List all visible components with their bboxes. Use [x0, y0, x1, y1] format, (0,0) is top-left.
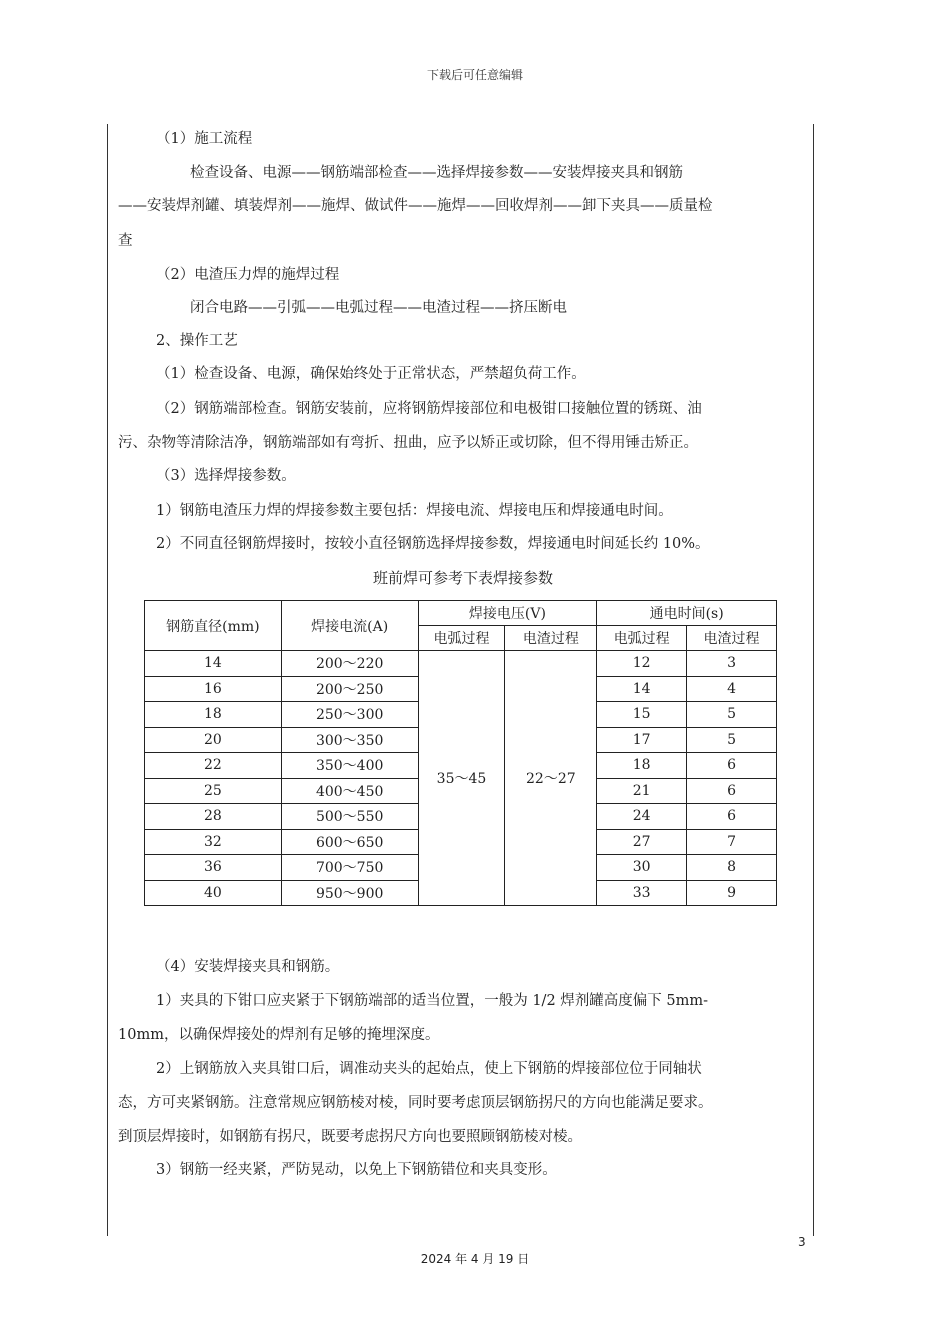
cell-time-arc: 14 — [597, 676, 687, 702]
cell-diameter: 25 — [145, 778, 282, 804]
paragraph: 2）不同直径钢筋焊接时，按较小直径钢筋选择焊接参数，焊接通电时间延长约 10%。 — [156, 536, 710, 552]
cell-time-arc: 24 — [597, 804, 687, 830]
cell-time-arc: 30 — [597, 855, 687, 881]
cell-current: 300～350 — [281, 727, 418, 753]
cell-time-slag: 6 — [687, 753, 777, 779]
table-row — [145, 651, 777, 677]
cell-current: 400～450 — [281, 778, 418, 804]
cell-voltage-arc: 35～45 — [418, 651, 505, 906]
paragraph: 2）上钢筋放入夹具钳口后，调准动夹头的起始点，使上下钢筋的焊接部位位于同轴状 — [156, 1061, 702, 1077]
cell-diameter: 32 — [145, 829, 282, 855]
cell-diameter: 16 — [145, 676, 282, 702]
cell-diameter: 18 — [145, 702, 282, 728]
cell-time-arc: 12 — [597, 651, 687, 677]
header-diameter: 钢筋直径(mm) — [145, 601, 282, 651]
frame-right-border — [813, 124, 814, 1236]
paragraph: （2）电渣压力焊的施焊过程 — [156, 267, 340, 283]
paragraph: 检查设备、电源——钢筋端部检查——选择焊接参数——安装焊接夹具和钢筋 — [190, 165, 683, 181]
paragraph: 态，方可夹紧钢筋。注意常规应钢筋棱对棱，同时要考虑顶层钢筋拐尺的方向也能满足要求。 — [118, 1095, 713, 1111]
cell-current: 200～220 — [281, 651, 418, 677]
cell-time-arc: 21 — [597, 778, 687, 804]
paragraph: 1）夹具的下钳口应夹紧于下钢筋端部的适当位置，一般为 1/2 焊剂罐高度偏下 5mm- — [156, 993, 709, 1009]
cell-voltage-slag: 22～27 — [505, 651, 597, 906]
cell-time-arc: 17 — [597, 727, 687, 753]
cell-diameter: 20 — [145, 727, 282, 753]
cell-time-slag: 6 — [687, 804, 777, 830]
cell-time-arc: 27 — [597, 829, 687, 855]
paragraph: （4）安装焊接夹具和钢筋。 — [156, 959, 340, 975]
cell-current: 700～750 — [281, 855, 418, 881]
cell-time-slag: 9 — [687, 880, 777, 906]
paragraph: 2、操作工艺 — [156, 333, 238, 349]
paragraph: 1）钢筋电渣压力焊的焊接参数主要包括：焊接电流、焊接电压和焊接通电时间。 — [156, 503, 673, 519]
cell-time-slag: 8 — [687, 855, 777, 881]
paragraph: （1）施工流程 — [156, 131, 253, 147]
paragraph: 闭合电路——引弧——电弧过程——电渣过程——挤压断电 — [190, 300, 567, 316]
header-time-arc: 电弧过程 — [597, 626, 687, 651]
header-voltage: 焊接电压(V) — [418, 601, 597, 626]
paragraph: 3）钢筋一经夹紧，严防晃动，以免上下钢筋错位和夹具变形。 — [156, 1162, 557, 1178]
paragraph: （3）选择焊接参数。 — [156, 468, 296, 484]
cell-time-slag: 5 — [687, 702, 777, 728]
cell-current: 350～400 — [281, 753, 418, 779]
cell-current: 250～300 — [281, 702, 418, 728]
paragraph: （2）钢筋端部检查。钢筋安装前，应将钢筋焊接部位和电极钳口接触位置的锈斑、油 — [156, 401, 702, 417]
paragraph: 10mm，以确保焊接处的焊剂有足够的掩埋深度。 — [118, 1027, 440, 1043]
cell-current: 600～650 — [281, 829, 418, 855]
cell-diameter: 40 — [145, 880, 282, 906]
header-voltage-arc: 电弧过程 — [418, 626, 505, 651]
cell-diameter: 22 — [145, 753, 282, 779]
cell-diameter: 14 — [145, 651, 282, 677]
header-time-slag: 电渣过程 — [687, 626, 777, 651]
table-caption: 班前焊可参考下表焊接参数 — [372, 569, 553, 587]
cell-diameter: 28 — [145, 804, 282, 830]
header-time: 通电时间(s) — [597, 601, 777, 626]
table-header-row — [145, 601, 777, 626]
cell-time-arc: 15 — [597, 702, 687, 728]
cell-time-slag: 3 — [687, 651, 777, 677]
page-number: 3 — [798, 1235, 806, 1249]
cell-current: 950～900 — [281, 880, 418, 906]
paragraph: （1）检查设备、电源，确保始终处于正常状态，严禁超负荷工作。 — [156, 366, 586, 382]
header-current: 焊接电流(A) — [281, 601, 418, 651]
header-note: 下载后可任意编辑 — [426, 68, 523, 82]
cell-time-slag: 7 — [687, 829, 777, 855]
frame-left-border — [107, 124, 108, 1236]
cell-diameter: 36 — [145, 855, 282, 881]
cell-current: 500～550 — [281, 804, 418, 830]
cell-current: 200～250 — [281, 676, 418, 702]
cell-time-slag: 4 — [687, 676, 777, 702]
welding-parameters-table — [144, 600, 777, 906]
cell-time-slag: 5 — [687, 727, 777, 753]
paragraph: 污、杂物等清除洁净，钢筋端部如有弯折、扭曲，应予以矫正或切除，但不得用锤击矫正。 — [118, 435, 698, 451]
footer-date: 2024 年 4 月 19 日 — [420, 1252, 530, 1266]
paragraph: ——安装焊剂罐、填装焊剂——施焊、做试件——施焊——回收焊剂——卸下夹具——质量检 — [118, 198, 713, 214]
cell-time-arc: 18 — [597, 753, 687, 779]
header-voltage-slag: 电渣过程 — [505, 626, 597, 651]
paragraph: 到顶层焊接时，如钢筋有拐尺，既要考虑拐尺方向也要照顾钢筋棱对棱。 — [118, 1129, 582, 1145]
paragraph: 查 — [118, 233, 133, 249]
cell-time-slag: 6 — [687, 778, 777, 804]
cell-time-arc: 33 — [597, 880, 687, 906]
